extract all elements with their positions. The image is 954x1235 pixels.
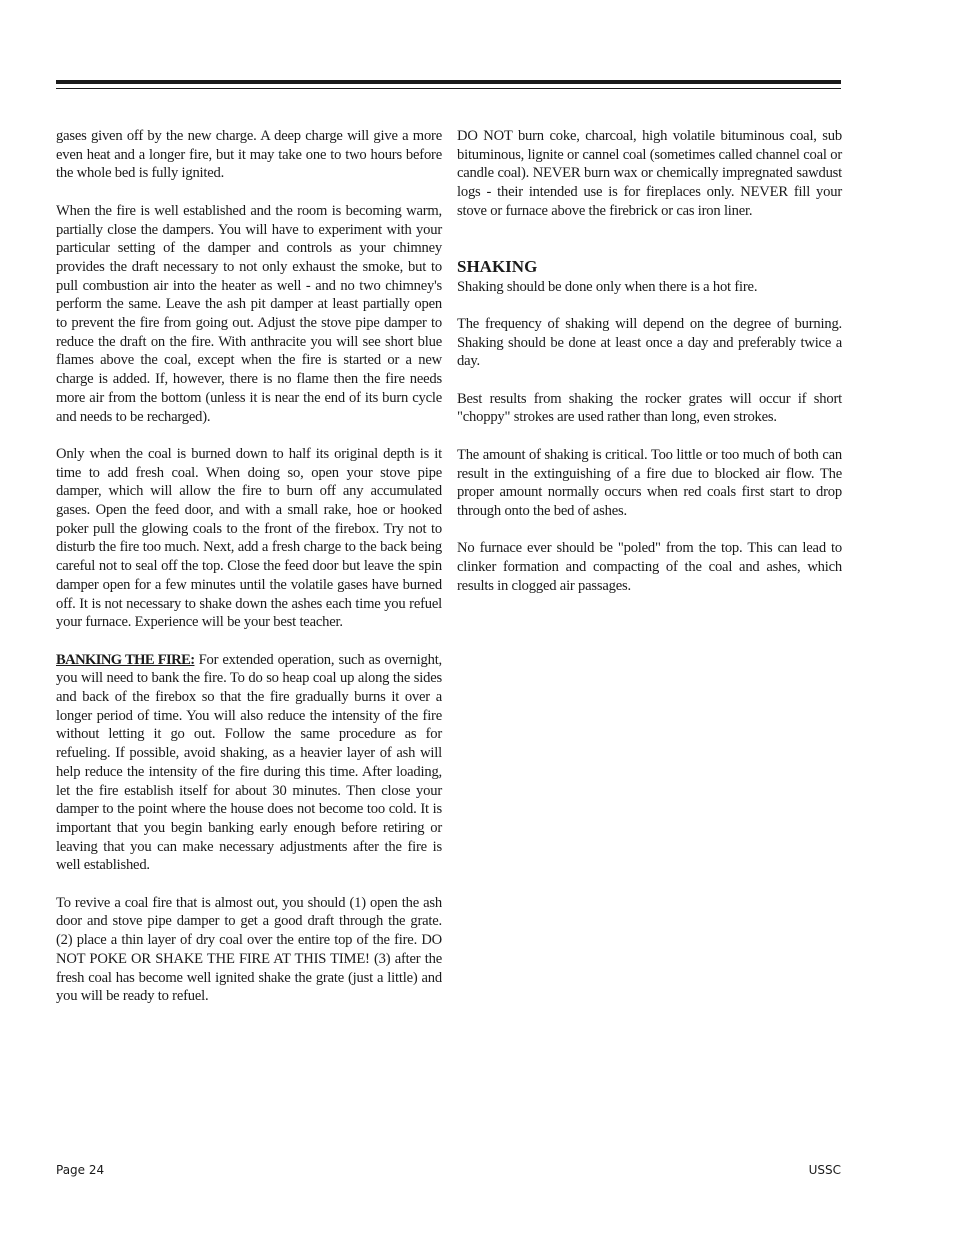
paragraph-do-not-burn: DO NOT burn coke, charcoal, high volatile bituminous coal, sub bituminous, lignite or cannel coal (sometimes called channel coal or candle coal). NEVER burn wax or chemically impregnated sawdust logs - their intended use is for fireplaces only. NEVER fill your stove or furnace above the firebrick or cas iron liner. — [457, 128, 842, 219]
paragraph-poled: No furnace ever should be "poled" from the top. This can lead to clinker formation and compacting of the coal and ashes, which results in clogged air passages. — [457, 540, 842, 594]
paragraph-revive: To revive a coal fire that is almost out, you should (1) open the ash door and stove pipe damper to get a good draft through the grate. (2) place a thin layer of dry coal over the entire top of the fire. DO NOT POKE OR SHAKE THE FIRE AT THIS TIME! (3) after the fresh coal has become well ignited shake the grate (just a little) and you will be ready to refuel. — [56, 894, 442, 1005]
paragraph-banking — [56, 651, 442, 875]
footer-brand: USSC — [808, 1163, 841, 1177]
banking-text: For extended operation, such as overnight, you will need to bank the fire. To do so heap coal up along the sides and back of the firebox so that the fire gradually burns it over a longer period of time. You will also reduce the intensity of the fire without letting it go out. Follow the same procedure as for refueling. If possible, avoid shaking, as a heavier layer of ash will help reduce the intensity of the fire during this time. After loading, let the fire establish itself for about 30 minutes. Then close your damper to the point where the house does not become too cold. It is important that you begin banking early enough before retiring or leaving that you can make necessary adjustments after the fire is well established. — [56, 651, 442, 874]
paragraph-add-coal: Only when the coal is burned down to half its original depth is it time to add fresh coal. When doing so, open your stove pipe damper, which will allow the fire to burn off any accumulated gases. Open the feed door, and with a small rake, hoe or hooked poker pull the glowing coals to the front of the firebox. Try not to disturb the fire too much. Next, add a fresh charge to the back being careful not to seal off the top. Close the feed door but leave the spin damper open for a few minutes until the volatile gases have burned off. It is not necessary to shake down the ashes each time you refuel your furnace. Experience will be your best teacher. — [56, 445, 442, 631]
header-rule-thick — [56, 80, 841, 84]
left-column — [56, 127, 442, 1025]
paragraph-shaking-amount: The amount of shaking is critical. Too little or too much of both can result in the extinguishing of a fire due to blocked air flow. The proper amount normally occurs when red coals first start to drop through onto the bed of ashes. — [457, 446, 842, 519]
paragraph-new-charge: gases given off by the new charge. A deep charge will give a more even heat and a longer fire, but it may take one to two hours before the whole bed is fully ignited. — [56, 128, 442, 182]
page-number: Page 24 — [56, 1163, 105, 1177]
paragraph-shaking-strokes: Best results from shaking the rocker grates will occur if short "choppy" strokes are used rather than long, even strokes. — [457, 390, 842, 426]
banking-heading: BANKING THE FIRE: — [56, 651, 195, 668]
paragraph-shaking-hot-fire: Shaking should be done only when there is a hot fire. — [457, 278, 758, 295]
header-rule-thin — [56, 88, 841, 89]
paragraph-shaking-frequency: The frequency of shaking will depend on the degree of burning. Shaking should be done at least once a day and preferably twice a day. — [457, 315, 842, 370]
right-column — [457, 127, 842, 614]
section-title-shaking: SHAKING — [457, 256, 538, 276]
paragraph-dampers: When the fire is well established and the room is becoming warm, partially close the dampers. You will have to experiment with your particular setting of the damper and controls as your chimney provides the draft necessary to not only exhaust the smoke, but to pull combustion air into the heater as well - and no two chimney's perform the same. Leave the ash pit damper at least partially open to prevent the fire from going out. Adjust the stove pipe damper to reduce the draft on the fire. With anthracite you will see short blue flames above the coal, except when the fire is started or a new charge is added. If, however, there is no flame then the fire needs more air from the bottom (unless it is near the end of its burn cycle and needs to be recharged). — [56, 202, 442, 425]
